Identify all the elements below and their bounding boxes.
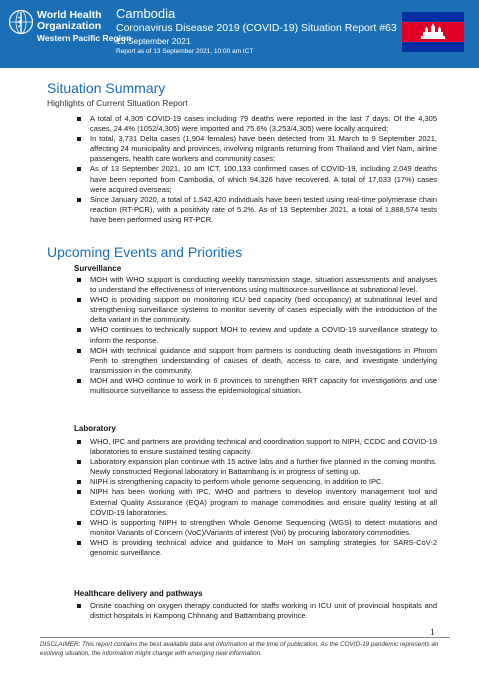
list-item: MOH and WHO continue to work in 6 provinces to strengthen RRT capacity for investigations and use multisource surveillance to assess the epidemiological situation. [75, 376, 437, 396]
page-number: 1 [430, 627, 435, 637]
header-title-block [116, 6, 397, 56]
list-item: Laboratory expansion plan continue with 15 active labs and a further five planned in the coming months. Newly constructed Regional laboratory in Battambang is in progress of setting up. [75, 457, 437, 477]
surveillance-list [75, 275, 437, 396]
country-name: Cambodia [116, 6, 176, 21]
list-item: WHO continues to technically support MOH to review and update a COVID-19 surveillance strategy to inform the response. [75, 325, 437, 345]
who-emblem-icon [8, 9, 34, 35]
upcoming-events-heading: Upcoming Events and Priorities [47, 244, 243, 260]
situation-summary-subheading: Highlights of Current Situation Report [47, 98, 188, 108]
list-item: MOH with WHO support is conducting weekly transmission stage, situation assessments and analyses to understand the effectiveness of interventions using multisource surveillance at subnational level. [75, 275, 437, 295]
report-title: Coronavirus Disease 2019 (COVID-19) Situation Report #63 [116, 22, 397, 34]
list-item: NIPH is strengthening capacity to perform whole genome sequencing, in addition to IPC. [75, 477, 437, 487]
laboratory-list [75, 437, 437, 558]
cambodia-flag-icon [402, 12, 464, 52]
list-item: Onsite coaching on oxygen therapy conducted for staffs working in ICU unit of provincial hospitals and district hospitals in Kampong Chhnang and Battambang province. [75, 601, 437, 621]
list-item: Since January 2020, a total of 1,542,420 individuals have been tested using real-time polymerase chain reaction (RT-PCR), with a positivity rate of 5.2%. As of 13 September 2021, a total of 1,888,574 tests have been performed using RT-PCR. [75, 195, 437, 225]
healthcare-list [75, 601, 437, 621]
disclaimer-footer: DISCLAIMER: This report contains the best available data and information at the time of publication. As the COVID-19 pandemic represents an evolving situation, the information might change with emerging new information. [40, 637, 450, 658]
report-header [0, 0, 479, 68]
surveillance-heading: Surveillance [74, 264, 122, 273]
report-as-of: Report as of 13 September 2021, 10:00 am ICT [116, 48, 254, 55]
laboratory-heading: Laboratory [74, 424, 116, 433]
region-name: Western Pacific Region [37, 33, 132, 43]
list-item: In total, 3,731 Delta cases (1,904 females) have been detected from 31 March to 9 September 2021, affecting 24 municipality and provinces, involving migrants returning from Thailand and Viet Nam, airline passengers, health care workers and community cases; [75, 134, 437, 164]
list-item: A total of 4,305 COVID-19 cases including 79 deaths were reported in the last 7 days. Of the 4,305 cases, 24.4% (1052/4,305) were imported and 75.6% (3,253/4,305) were locally acquired; [75, 114, 437, 134]
list-item: WHO is supporting NIPH to strengthen Whole Genome Sequencing (WGS) to detect mutations and monitor Variants of Concern (VoC)/Variants of interest (VoI) by procuring laboratory commodities. [75, 518, 437, 538]
org-name-line1: World Health [37, 9, 102, 21]
org-name-line2: Organization [37, 20, 102, 32]
situation-summary-heading: Situation Summary [47, 80, 166, 96]
situation-list [75, 114, 437, 225]
list-item: WHO is providing support on monitoring ICU bed capacity (bed occupancy) at subnational level and strengthening surveillance systems to monitor severity of cases especially with the introduction of the delta variant in the community. [75, 295, 437, 325]
list-item: As of 13 September 2021, 10 am ICT, 100,133 confirmed cases of COVID-19, including 2,049 deaths have been reported from Cambodia, of which 94,326 have recovered. A total of 17,033 (17%) cases were acquired overseas; [75, 164, 437, 194]
list-item: WHO, IPC and partners are providing technical and coordination support to NIPH, CCDC and COVID-19 laboratories to ensure sustained testing capacity. [75, 437, 437, 457]
list-item: WHO is providing technical advice and guidance to MoH on sampling strategies for SARS-CoV-2 genomic surveillance. [75, 538, 437, 558]
healthcare-heading: Healthcare delivery and pathways [74, 589, 203, 598]
list-item: NIPH has been working with IPC, WHO and partners to develop inventory management tool and External Quality Assurance (EQA) program to manage commodities and ensure quality testing at all COVID-19 laboratories. [75, 487, 437, 517]
list-item: MOH with technical guidance and support from partners is conducting death investigations in Phnom Penh to strengthen understanding of causes of death, access to care, and investigate underlying transmission in the community. [75, 346, 437, 376]
report-date: 13 September 2021 [116, 36, 191, 46]
